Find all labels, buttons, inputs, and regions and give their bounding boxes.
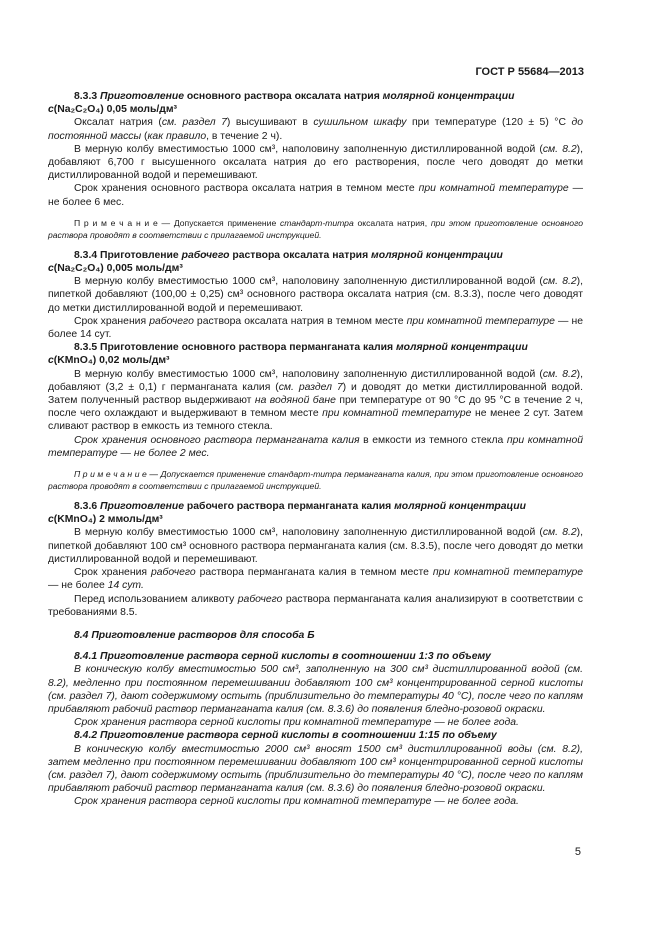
text-run: как правило — [147, 130, 207, 142]
text-run: при температуре от 90 °С до 95 °С в течение 2 ч, после чего охлаждают и выдерживают в темном месте — [48, 395, 584, 420]
paragraph — [48, 663, 583, 716]
text-run: 14 сут. — [107, 580, 144, 592]
text-run: см. 8.2 — [542, 527, 577, 539]
text-run: В мерную колбу вместимостью 1000 см³, наполовину заполненную дистиллированной водой ( — [74, 527, 543, 539]
text-run: Приготовление — [100, 501, 185, 513]
paragraph — [48, 368, 583, 434]
text-run: молярной концентрации — [395, 342, 528, 354]
text-run: c — [48, 104, 54, 116]
paragraph — [48, 116, 583, 142]
section-heading — [48, 729, 583, 742]
text-run: ), добавляют (3,2 ± 0,1) г перманганата калия ( — [48, 368, 583, 393]
document-body — [48, 90, 583, 809]
text-run: Срок хранения — [74, 567, 151, 579]
section-heading-formula — [48, 103, 583, 116]
text-run: 8.3.3 — [74, 91, 100, 102]
text-run: не менее 2 сут. Затем сливают раствор в емкость из темного стекла. — [48, 408, 583, 433]
text-run: раствора перманганата калия анализируют в соответствии с требованиями 8.5. — [48, 593, 583, 618]
text-run: Срок хранения — [74, 315, 150, 327]
section-heading — [48, 500, 583, 513]
text-run: Приготовление — [100, 91, 185, 102]
text-run: — не более 14 сут. — [48, 315, 583, 341]
text-run: 8.4.1 Приготовление раствора серной кислоты в соотношении 1:3 по объему — [74, 651, 491, 663]
page-number: 5 — [574, 846, 581, 858]
text-run: (Na₂C₂O₄) 0,005 моль/дм³ — [53, 263, 183, 275]
text-run: рабочего — [149, 315, 194, 327]
text-run: Перед использованием аликвоту — [74, 593, 238, 605]
text-run: см. 8.2 — [542, 143, 577, 155]
text-run: Срок хранения раствора серной кислоты при комнатной температуре — не более года. — [74, 717, 519, 729]
text-run: c — [48, 514, 54, 526]
text-run: В коническую колбу вместимостью 500 см³, заполненную на 300 см³ дистиллированной водой (см. 8.2), медленно при постоянном перемешивании добавляют 100 см³ концентрированной серной кислоты (см. раздел 7), дают содержимому остыть (приблизительно до температуры 40 °С), после чего по каплям прибавляют рабочий раствор перманганата калия (см. 8.3.6) до появления бледно-розовой окраски. — [48, 664, 583, 715]
section-heading-formula — [48, 354, 583, 367]
text-run: см. раздел 7 — [161, 117, 227, 129]
text-run: Срок хранения основного раствора оксалата натрия в темном месте — [74, 183, 419, 195]
text-run: рабочего раствора перманганата калия — [184, 501, 395, 513]
text-run: ), пипеткой добавляют (100,00 ± 0,25) см³ основного раствора оксалата натрия (см. 8.3.3), после чего доводят до метки дистиллированной водой и перемешивают. — [48, 276, 583, 314]
text-run: рабочего — [150, 567, 196, 579]
text-run: стандарт-титра — [279, 217, 354, 228]
paragraph — [48, 526, 583, 566]
text-run: П р и м е ч а н и е — Допускается применение стандарт-титра перманганата калия, при этом приготовление основного раствора проводят в соответствии с прилагаемой инструкцией. — [48, 469, 583, 492]
text-run: (Na₂C₂O₄) 0,05 моль/дм³ — [53, 104, 178, 116]
text-run: 8.3.6 — [74, 501, 100, 513]
text-run: 8.4 Приготовление растворов для способа Б — [74, 629, 315, 641]
section-heading-formula — [48, 513, 583, 526]
text-run: В мерную колбу вместимостью 1000 см³, наполовину заполненную дистиллированной водой ( — [74, 368, 543, 380]
paragraph — [48, 566, 583, 592]
text-run: при температуре (120 ± 5) °С — [406, 117, 572, 129]
text-run: до постоянной массы — [48, 117, 583, 142]
text-run: см. 8.2 — [542, 276, 577, 288]
text-run: на водяной бане — [254, 395, 336, 407]
document-header: ГОСТ Р 55684—2013 — [475, 66, 584, 78]
section-heading-formula — [48, 262, 583, 275]
note — [48, 468, 583, 492]
paragraph — [48, 593, 583, 619]
paragraph — [48, 716, 583, 729]
text-run: см. раздел 7 — [278, 381, 343, 393]
text-run: оксалата натрия, — [353, 217, 431, 228]
text-run: при этом приготовление основного раствора проводят в соответствии с прилагаемой инструкцией. — [48, 217, 583, 240]
text-run: при комнатной температуре — [432, 567, 584, 579]
text-run: раствора оксалата натрия в темном месте — [193, 315, 407, 327]
text-run: раствора перманганата калия в темном месте — [195, 567, 433, 579]
section-heading — [48, 341, 583, 354]
text-run: В коническую колбу вместимостью 2000 см³ вносят 1500 см³ дистиллированной воды (см. 8.2), затем медленно при постоянном перемешивании добавляют 100 см³ концентрированной серной кислоты (см. раздел 7), дают содержимому остыть (приблизительно до температуры 40 °С), после чего по каплям прибавляют рабочий раствор перманганата калия (см. 8.3.6) до появления бледно-розовой окраски. — [48, 743, 583, 795]
text-run: c — [48, 355, 54, 367]
paragraph — [48, 434, 583, 460]
text-run: (KMnO₄) 0,02 моль/дм³ — [53, 355, 170, 367]
text-run: при комнатной температуре — [418, 183, 569, 195]
text-run: основного раствора оксалата натрия — [184, 91, 383, 102]
text-run: сушильном шкафу — [313, 117, 407, 129]
text-run: ), добавляют 6,700 г высушенного оксалата натрия до его растворения, после чего доводят до метки дистиллированной водой и перемешивают. — [48, 143, 583, 182]
text-run: Срок хранения основного раствора перманганата калия — [74, 434, 360, 446]
paragraph — [48, 143, 583, 183]
paragraph — [48, 275, 583, 315]
text-run: П р и м е ч а н и е — Допускается применение — [74, 217, 280, 228]
section-heading — [48, 650, 583, 663]
text-run: 8.4.2 Приготовление раствора серной кислоты в соотношении 1:15 по объему — [74, 730, 497, 742]
text-run: ), пипеткой добавляют 100 см³ основного раствора перманганата калия (см. 8.3.5), после чего доводят до метки дистиллированной водой и перемешивают. — [48, 527, 583, 565]
subsection-title — [48, 629, 583, 642]
text-run: В мерную колбу вместимостью 1000 см³, наполовину заполненную дистиллированной водой ( — [74, 276, 543, 288]
text-run: ( — [141, 130, 148, 142]
text-run: см. 8.2 — [542, 368, 577, 380]
text-run: молярной концентрации — [382, 91, 515, 102]
text-run: c — [48, 263, 54, 275]
paragraph — [48, 182, 583, 208]
text-run: Срок хранения раствора серной кислоты при комнатной температуре — не более года. — [74, 796, 519, 808]
text-run: при комнатной температуре — [406, 315, 555, 327]
text-run: — не более — [48, 580, 108, 592]
text-run: при комнатной температуре — не более 2 мес. — [48, 434, 584, 459]
text-run: рабочего — [181, 249, 230, 261]
text-run: молярной концентрации — [394, 501, 526, 513]
section-heading — [48, 90, 583, 103]
text-run: ) и доводят до метки дистиллированной водой. Затем полученный раствор выдерживают — [48, 381, 584, 407]
text-run: 8.3.5 Приготовление основного раствора перманганата калия — [74, 342, 396, 354]
text-run: рабочего — [237, 593, 283, 605]
text-run: (KMnO₄) 2 ммоль/дм³ — [53, 514, 163, 526]
paragraph — [48, 795, 583, 808]
paragraph — [48, 743, 583, 796]
text-run: — не более 6 мес. — [48, 183, 584, 208]
text-run: раствора оксалата натрия — [229, 249, 372, 261]
text-run: , в течение 2 ч). — [206, 130, 283, 142]
text-run: при комнатной температуре — [322, 408, 472, 420]
text-run: в емкости из темного стекла — [359, 434, 507, 446]
paragraph — [48, 315, 583, 341]
note — [48, 217, 583, 241]
text-run: В мерную колбу вместимостью 1000 см³, наполовину заполненную дистиллированной водой ( — [74, 143, 543, 155]
section-heading — [48, 249, 583, 262]
text-run: Оксалат натрия ( — [74, 117, 162, 129]
text-run: ) высушивают в — [226, 117, 314, 129]
text-run: молярной концентрации — [371, 249, 503, 261]
text-run: 8.3.4 Приготовление — [74, 249, 182, 261]
